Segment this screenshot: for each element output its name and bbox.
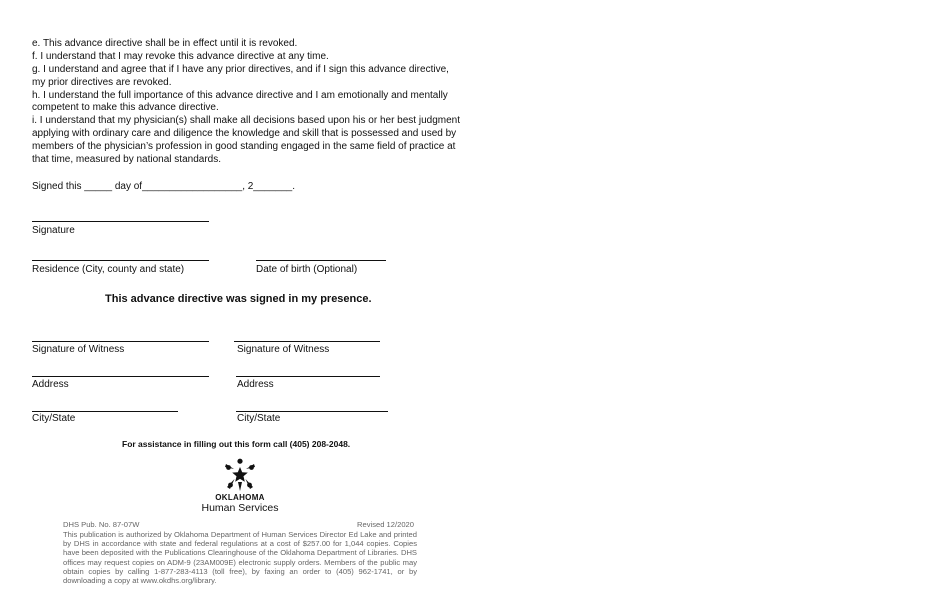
signed-date-line[interactable]: Signed this _____ day of__________________, 2_______. [32, 181, 296, 192]
clause-h-line2: competent to make this advance directive. [32, 102, 219, 113]
clause-g-line1: g. I understand and agree that if I have any prior directives, and if I sign this advance directive, [32, 64, 449, 75]
witness-signature-line-1[interactable] [32, 341, 209, 342]
address-line-2[interactable] [236, 376, 380, 377]
assistance-text: For assistance in filling out this form call (405) 208-2048. [122, 439, 351, 449]
city-state-line-1[interactable] [32, 411, 178, 412]
signature-line[interactable] [32, 221, 209, 222]
clause-e: e. This advance directive shall be in effect until it is revoked. [32, 38, 298, 49]
logo-wordmark-human-services: Human Services [201, 502, 279, 514]
witness-signature-label-1: Signature of Witness [32, 344, 125, 355]
address-line-1[interactable] [32, 376, 209, 377]
address-label-1: Address [32, 379, 69, 390]
clause-i-line4: that time, measured by national standards. [32, 154, 221, 165]
clause-f: f. I understand that I may revoke this advance directive at any time. [32, 51, 329, 62]
witness-signature-line-2[interactable] [234, 341, 380, 342]
address-label-2: Address [237, 379, 274, 390]
star-figures-icon [222, 458, 258, 492]
oklahoma-human-services-logo [198, 458, 282, 516]
signature-label: Signature [32, 225, 75, 236]
clause-i-line1: i. I understand that my physician(s) shall make all decisions based upon his or her best judgment [32, 115, 461, 126]
clause-i-line3: members of the physician’s profession in good standing engaged in the same field of practice at [32, 141, 456, 152]
city-state-line-2[interactable] [236, 411, 388, 412]
clause-g-line2: my prior directives are revoked. [32, 77, 172, 88]
witness-signature-label-2: Signature of Witness [237, 344, 330, 355]
clause-h-line1: h. I understand the full importance of this advance directive and I am emotionally and mentally [32, 90, 448, 101]
logo-wordmark-oklahoma: OKLAHOMA [215, 493, 265, 502]
city-state-label-1: City/State [32, 413, 76, 424]
residence-line[interactable] [32, 260, 209, 261]
city-state-label-2: City/State [237, 413, 281, 424]
dob-line[interactable] [256, 260, 386, 261]
revision-date: Revised 12/2020 [357, 520, 414, 529]
residence-label: Residence (City, county and state) [32, 264, 185, 275]
publication-number: DHS Pub. No. 87-07W [63, 520, 140, 529]
presence-heading: This advance directive was signed in my presence. [105, 293, 372, 305]
clause-i-line2: applying with ordinary care and diligence the knowledge and skill that is possessed and used by [32, 128, 457, 139]
publication-disclaimer: This publication is authorized by Oklahoma Department of Human Services Director Ed Lake and printed by DHS in accordance with state and federal regulations at a cost of $257.00 for 1,044 copies. Copies have been deposited with the Publications Clearinghouse of the Oklahoma Department of Libraries. DHS offices may request copies on ADM-9 (23AM009E) electronic supply orders. Members of the public may obtain copies by calling 1-877-283-4113 (toll free), by faxing an order to (405) 962-1741, or by downloading a copy at www.okdhs.org/library. [63, 530, 417, 586]
dob-label: Date of birth (Optional) [256, 264, 358, 275]
